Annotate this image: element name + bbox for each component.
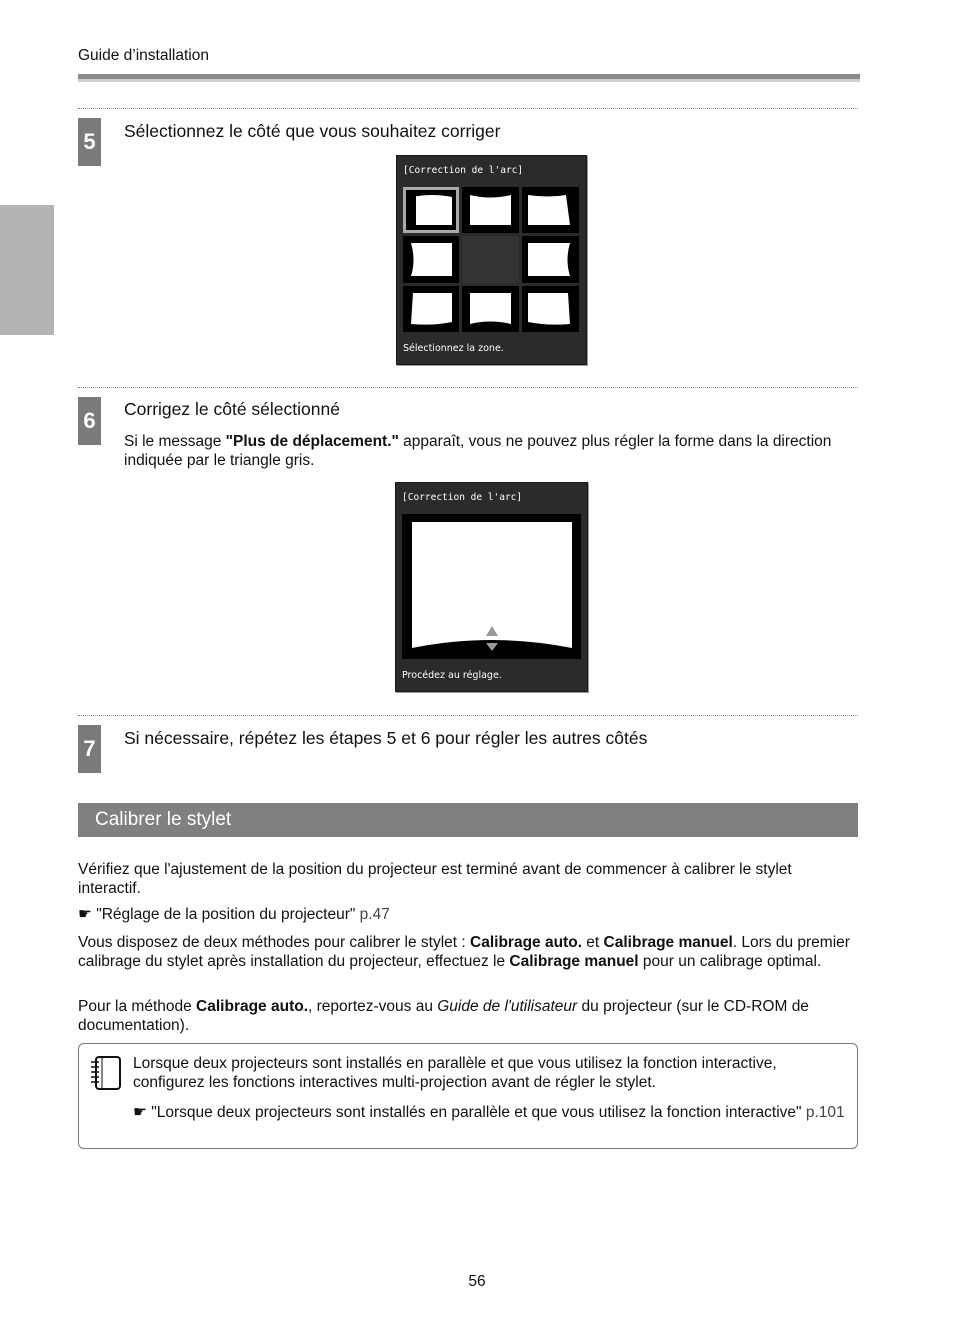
zone-bottom-right[interactable] — [522, 286, 579, 332]
screen-footer: Procédez au réglage. — [402, 670, 502, 681]
screen-footer: Sélectionnez la zone. — [403, 343, 504, 354]
screen-arc-selection — [396, 155, 587, 365]
screen-title: [Correction de l'arc] — [403, 165, 524, 176]
section-title: Calibrer le stylet — [95, 809, 232, 830]
pointing-hand-icon: ☛ — [78, 906, 97, 923]
triangle-down-icon — [486, 643, 498, 651]
zone-top[interactable] — [462, 187, 519, 233]
notebook-icon — [88, 1054, 122, 1092]
zone-grid — [403, 187, 579, 332]
paragraph: Vérifiez que l'ajustement de la position du projecteur est terminé avant de commencer à calibrer le stylet interactif. — [78, 861, 792, 897]
step-number: 7 — [78, 725, 101, 773]
header-rule-shadow — [78, 79, 860, 82]
screen-arc-adjust — [395, 482, 588, 692]
note-box — [78, 1043, 858, 1149]
step-number: 5 — [78, 118, 101, 166]
divider — [78, 387, 858, 388]
step-title: Corrigez le côté sélectionné — [124, 399, 340, 419]
note-reference[interactable]: ☛ "Lorsque deux projecteurs sont installés en parallèle et que vous utilisez la fonction interactive" p.101 — [133, 1104, 845, 1121]
zone-left[interactable] — [403, 236, 459, 283]
zone-bottom-left[interactable] — [403, 286, 459, 332]
step-title: Sélectionnez le côté que vous souhaitez corriger — [124, 121, 501, 141]
side-tab — [0, 205, 54, 335]
screen-title: [Correction de l'arc] — [402, 492, 523, 503]
page-number: 56 — [468, 1273, 486, 1290]
step-title: Si nécessaire, répétez les étapes 5 et 6 pour régler les autres côtés — [124, 728, 648, 748]
zone-center — [462, 236, 519, 283]
note-text: Lorsque deux projecteurs sont installés en parallèle et que vous utilisez la fonction interactive, configurez les fonctions interactives multi-projection avant de régler le stylet. — [133, 1055, 777, 1091]
zone-right[interactable] — [522, 236, 579, 283]
divider — [78, 108, 858, 109]
pointing-hand-icon: ☛ — [133, 1104, 152, 1121]
arc-preview — [402, 514, 581, 659]
zone-bottom[interactable] — [462, 286, 519, 332]
paragraph: Vous disposez de deux méthodes pour calibrer le stylet : Calibrage auto. et Calibrage manuel. Lors du premier calibrage du stylet après installation du projecteur, effectuez le Calibrage manuel pour un calibrage optimal. — [78, 934, 850, 970]
paragraph: Pour la méthode Calibrage auto., reportez-vous au Guide de l'utilisateur du projecteur (sur le CD-ROM de documentation). — [78, 998, 809, 1034]
step-number: 6 — [78, 397, 101, 445]
zone-top-right[interactable] — [522, 187, 579, 233]
running-header: Guide d’installation — [78, 47, 209, 64]
divider — [78, 715, 858, 716]
step-description: Si le message "Plus de déplacement." apparaît, vous ne pouvez plus régler la forme dans la direction indiquée par le triangle gris. — [124, 433, 832, 469]
cross-reference[interactable]: ☛ "Réglage de la position du projecteur" p.47 — [78, 906, 390, 923]
zone-top-left[interactable] — [403, 187, 459, 233]
